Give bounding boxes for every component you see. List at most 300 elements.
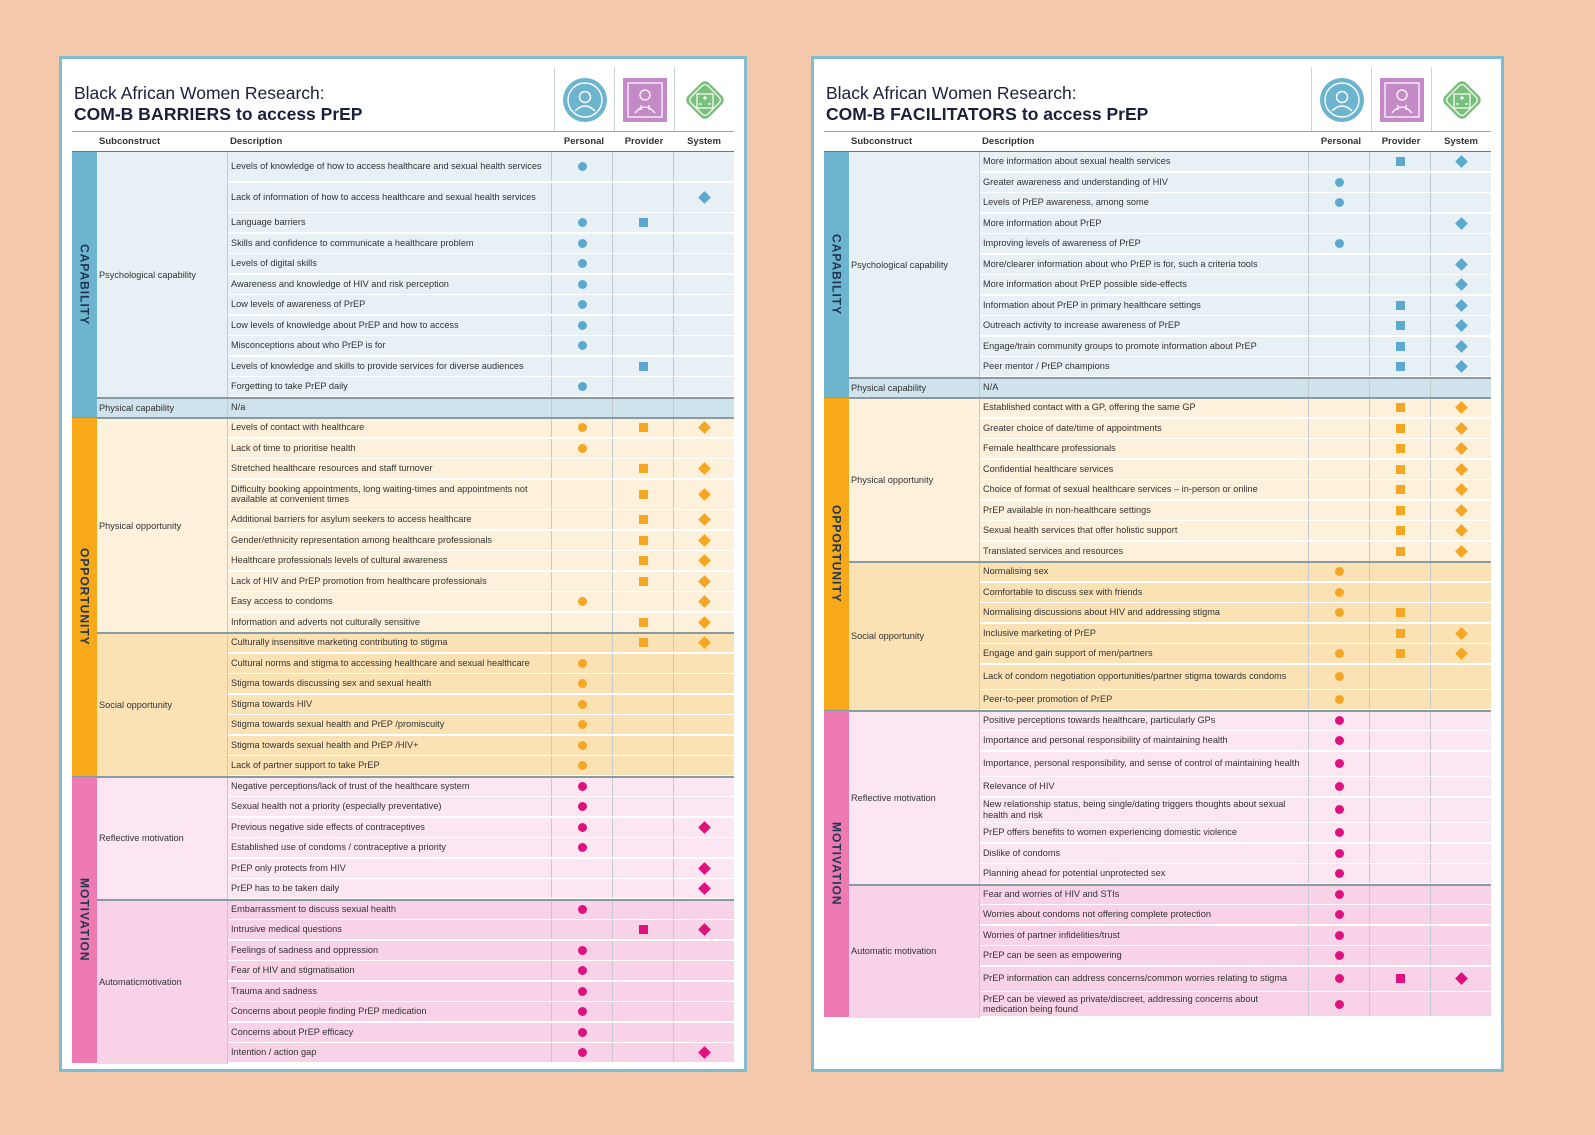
personal-circle-marker	[578, 823, 587, 832]
table-row	[980, 864, 1491, 884]
cell-personal	[1309, 521, 1370, 540]
row-description: Lack of time to prioritise health	[228, 439, 552, 458]
cell-system	[674, 152, 734, 181]
cell-provider	[1370, 644, 1431, 663]
cell-system	[1431, 255, 1491, 274]
row-description: Normalising discussions about HIV and addressing stigma	[980, 603, 1309, 622]
cell-provider	[613, 254, 674, 273]
motivation-group-label: MOTIVATION	[829, 821, 844, 906]
cell-personal	[552, 613, 613, 632]
cell-personal	[1309, 946, 1370, 965]
cell-personal	[552, 818, 613, 837]
cell-system	[674, 254, 734, 273]
cell-provider	[613, 1002, 674, 1021]
cell-provider	[613, 838, 674, 857]
row-description: Information about PrEP in primary healthcare settings	[980, 296, 1309, 315]
hospital-building-icon	[674, 67, 735, 132]
table-row	[228, 1023, 734, 1043]
cell-provider	[1370, 275, 1431, 294]
row-description: Culturally insensitive marketing contributing to stigma	[228, 633, 552, 652]
provider-square-marker	[639, 464, 648, 473]
title-emphasis: BARRIERS	[138, 104, 232, 124]
cell-personal	[1309, 173, 1370, 192]
table-row	[980, 823, 1491, 843]
cell-personal	[552, 480, 613, 509]
cell-system	[674, 920, 734, 939]
provider-square-marker	[1396, 649, 1405, 658]
row-description: Stigma towards sexual health and PrEP /HIV+	[228, 736, 552, 755]
table-row	[228, 572, 734, 592]
subconstruct-label: Reflective motivation	[97, 777, 228, 900]
personal-circle-marker	[578, 382, 587, 391]
row-description: Dislike of condoms	[980, 844, 1309, 863]
cell-personal	[552, 183, 613, 212]
subconstruct-label: Psychological capability	[97, 152, 228, 398]
cell-personal	[1309, 603, 1370, 622]
table-row	[980, 967, 1491, 992]
cell-personal	[552, 695, 613, 714]
system-diamond-marker	[1455, 647, 1468, 660]
cell-provider	[613, 1043, 674, 1062]
row-description: Stretched healthcare resources and staff turnover	[228, 459, 552, 478]
cell-system	[674, 859, 734, 878]
cell-system	[1431, 844, 1491, 863]
table-row	[228, 275, 734, 295]
table-row	[980, 798, 1491, 823]
table-row	[980, 731, 1491, 751]
cell-provider	[1370, 562, 1431, 581]
cell-personal	[552, 900, 613, 919]
cell-provider	[1370, 501, 1431, 520]
provider-square-marker	[639, 362, 648, 371]
cell-personal	[552, 377, 613, 396]
cell-personal	[1309, 460, 1370, 479]
cell-personal	[1309, 214, 1370, 233]
opportunity-group-bar	[72, 418, 97, 776]
system-diamond-marker	[1455, 545, 1468, 558]
row-description: Peer mentor / PrEP champions	[980, 357, 1309, 376]
cell-personal	[1309, 798, 1370, 822]
personal-circle-marker	[578, 946, 587, 955]
cell-personal	[1309, 501, 1370, 520]
system-diamond-marker	[698, 575, 711, 588]
table-row	[228, 592, 734, 612]
cell-provider	[1370, 398, 1431, 417]
cell-personal	[552, 531, 613, 550]
cell-personal	[1309, 864, 1370, 883]
cell-system	[1431, 644, 1491, 663]
row-description: Sexual health services that offer holistic support	[980, 521, 1309, 540]
table-row	[228, 982, 734, 1002]
cell-system	[1431, 711, 1491, 730]
cell-personal	[552, 336, 613, 355]
col-description: Description	[982, 136, 1035, 147]
personal-circle-marker	[1335, 931, 1344, 940]
cell-provider	[613, 398, 674, 417]
row-description: Peer-to-peer promotion of PrEP	[980, 690, 1309, 709]
cell-personal	[552, 715, 613, 734]
cell-provider	[1370, 731, 1431, 750]
provider-square-marker	[1396, 362, 1405, 371]
table-row	[980, 603, 1491, 623]
cell-personal	[552, 674, 613, 693]
cell-system	[1431, 562, 1491, 581]
table-row	[980, 644, 1491, 664]
cell-personal	[1309, 644, 1370, 663]
table-row	[980, 152, 1491, 172]
row-description: Translated services and resources	[980, 542, 1309, 561]
table-row	[980, 214, 1491, 234]
cell-personal	[552, 295, 613, 314]
personal-circle-marker	[578, 341, 587, 350]
cell-personal	[1309, 337, 1370, 356]
system-diamond-marker	[1455, 483, 1468, 496]
cell-provider	[613, 879, 674, 898]
cell-system	[1431, 460, 1491, 479]
row-description: Confidential healthcare services	[980, 460, 1309, 479]
cell-personal	[552, 1043, 613, 1062]
table-row	[228, 900, 734, 920]
personal-circle-marker	[578, 423, 587, 432]
cell-system	[674, 551, 734, 570]
cell-provider	[1370, 946, 1431, 965]
cell-provider	[1370, 823, 1431, 842]
row-description: PrEP only protects from HIV	[228, 859, 552, 878]
subconstruct-label: Social opportunity	[849, 562, 980, 711]
provider-square-marker	[639, 556, 648, 565]
cell-system	[674, 459, 734, 478]
table-row	[980, 337, 1491, 357]
cell-provider	[1370, 711, 1431, 730]
cell-provider	[1370, 542, 1431, 561]
table-row	[980, 173, 1491, 193]
provider-square-marker	[1396, 321, 1405, 330]
row-description: PrEP can be viewed as private/discreet, addressing concerns about medication being found	[980, 992, 1309, 1016]
system-diamond-marker	[1455, 422, 1468, 435]
motivation-group-bar	[72, 777, 97, 1063]
cell-personal	[552, 275, 613, 294]
provider-square-marker	[1396, 485, 1405, 494]
subconstruct-label: Physical capability	[97, 398, 228, 419]
row-description: Trauma and sadness	[228, 982, 552, 1001]
cell-provider	[613, 736, 674, 755]
cell-provider	[1370, 357, 1431, 376]
subconstruct-label: Reflective motivation	[849, 711, 980, 885]
cell-system	[674, 592, 734, 611]
cell-personal	[552, 756, 613, 775]
row-description: Fear and worries of HIV and STIs	[980, 885, 1309, 904]
row-description: Female healthcare professionals	[980, 439, 1309, 458]
cell-provider	[1370, 316, 1431, 335]
personal-circle-marker	[578, 300, 587, 309]
cell-personal	[552, 398, 613, 417]
row-description: Established contact with a GP, offering the same GP	[980, 398, 1309, 417]
cell-provider	[613, 213, 674, 232]
table-row	[228, 551, 734, 571]
cell-provider	[613, 439, 674, 458]
row-description: PrEP has to be taken daily	[228, 879, 552, 898]
personal-circle-marker	[1335, 951, 1344, 960]
cell-provider	[613, 152, 674, 181]
system-diamond-marker	[1455, 319, 1468, 332]
cell-personal	[552, 859, 613, 878]
system-diamond-marker	[1455, 401, 1468, 414]
cell-system	[1431, 152, 1491, 171]
col-system: System	[1444, 136, 1478, 147]
table-row	[228, 480, 734, 510]
cell-provider	[1370, 419, 1431, 438]
personal-circle-marker	[578, 444, 587, 453]
system-diamond-marker	[698, 534, 711, 547]
cell-system	[1431, 992, 1491, 1016]
hospital-building-icon	[1431, 67, 1492, 132]
cell-personal	[1309, 255, 1370, 274]
cell-provider	[613, 613, 674, 632]
table-row	[228, 152, 734, 182]
cell-personal	[1309, 152, 1370, 171]
row-description: Forgetting to take PrEP daily	[228, 377, 552, 396]
section-divider	[72, 899, 734, 901]
table-row	[228, 838, 734, 858]
cell-provider	[613, 654, 674, 673]
cell-personal	[552, 1002, 613, 1021]
row-description: PrEP information can address concerns/common worries relating to stigma	[980, 967, 1309, 991]
subconstruct-label: Physical opportunity	[849, 398, 980, 562]
cell-personal	[552, 982, 613, 1001]
row-description: Intrusive medical questions	[228, 920, 552, 939]
personal-circle-marker	[1335, 695, 1344, 704]
cell-provider	[1370, 439, 1431, 458]
system-diamond-marker	[698, 554, 711, 567]
table-row	[228, 234, 734, 254]
cell-personal	[1309, 752, 1370, 776]
cell-system	[1431, 357, 1491, 376]
cell-system	[674, 234, 734, 253]
row-description: PrEP can be seen as empowering	[980, 946, 1309, 965]
cell-personal	[552, 357, 613, 376]
col-personal: Personal	[1320, 136, 1362, 147]
personal-circle-marker	[1335, 1000, 1344, 1009]
cell-system	[674, 879, 734, 898]
personal-circle-marker	[1335, 782, 1344, 791]
provider-square-marker	[639, 638, 648, 647]
cell-provider	[613, 459, 674, 478]
table-row	[980, 844, 1491, 864]
cell-provider	[613, 592, 674, 611]
cell-personal	[552, 510, 613, 529]
barriers-panel	[59, 56, 747, 1072]
row-description: Concerns about people finding PrEP medication	[228, 1002, 552, 1021]
table-row	[980, 992, 1491, 1017]
cell-provider	[613, 797, 674, 816]
cell-system	[1431, 542, 1491, 561]
cell-provider	[1370, 337, 1431, 356]
cell-personal	[552, 797, 613, 816]
cell-system	[1431, 926, 1491, 945]
cell-personal	[1309, 234, 1370, 253]
cell-personal	[552, 551, 613, 570]
cell-provider	[613, 756, 674, 775]
table-row	[228, 357, 734, 377]
row-description: Established use of condoms / contraceptive a priority	[228, 838, 552, 857]
cell-provider	[613, 715, 674, 734]
row-description: Gender/ethnicity representation among healthcare professionals	[228, 531, 552, 550]
row-description: Low levels of knowledge about PrEP and how to access	[228, 316, 552, 335]
subconstruct-label: Automatic motivation	[849, 885, 980, 1018]
row-description: Levels of knowledge and skills to provide services for diverse audiences	[228, 357, 552, 376]
cell-system	[1431, 823, 1491, 842]
provider-square-marker	[1396, 974, 1405, 983]
cell-system	[674, 336, 734, 355]
row-description: Worries about condoms not offering complete protection	[980, 905, 1309, 924]
row-description: Engage/train community groups to promote information about PrEP	[980, 337, 1309, 356]
cell-system	[674, 295, 734, 314]
row-description: Negative perceptions/lack of trust of the healthcare system	[228, 777, 552, 796]
provider-square-marker	[639, 536, 648, 545]
personal-circle-marker	[578, 720, 587, 729]
table-row	[980, 193, 1491, 213]
provider-square-marker	[639, 515, 648, 524]
table-row	[228, 715, 734, 735]
opportunity-group-bar	[824, 398, 849, 710]
system-diamond-marker	[1455, 278, 1468, 291]
provider-square-marker	[1396, 424, 1405, 433]
table-row	[980, 690, 1491, 710]
cell-personal	[1309, 193, 1370, 212]
cell-system	[674, 398, 734, 417]
row-description: Planning ahead for potential unprotected sex	[980, 864, 1309, 883]
cell-system	[1431, 752, 1491, 776]
row-description: Lack of information of how to access healthcare and sexual health services	[228, 183, 552, 212]
cell-provider	[1370, 752, 1431, 776]
personal-circle-marker	[578, 802, 587, 811]
row-description: Greater awareness and understanding of HIV	[980, 173, 1309, 192]
row-description: Choice of format of sexual healthcare services – in-person or online	[980, 480, 1309, 499]
cell-system	[1431, 193, 1491, 212]
cell-system	[674, 1023, 734, 1042]
row-description: N/A	[980, 378, 1309, 397]
table-row	[980, 926, 1491, 946]
subconstruct-label: Automaticmotivation	[97, 900, 228, 1064]
cell-system	[674, 654, 734, 673]
row-description: Embarrassment to discuss sexual health	[228, 900, 552, 919]
table-row	[228, 1043, 734, 1063]
table-row	[228, 336, 734, 356]
row-description: Easy access to condoms	[228, 592, 552, 611]
row-description: Concerns about PrEP efficacy	[228, 1023, 552, 1042]
row-description: Levels of digital skills	[228, 254, 552, 273]
table-row	[980, 624, 1491, 644]
personal-circle-marker	[578, 597, 587, 606]
table-row	[980, 501, 1491, 521]
table-row	[228, 633, 734, 653]
cell-system	[674, 480, 734, 509]
system-diamond-marker	[698, 636, 711, 649]
cell-provider	[1370, 152, 1431, 171]
table-row	[980, 296, 1491, 316]
cell-provider	[1370, 798, 1431, 822]
row-description: Levels of knowledge of how to access healthcare and sexual health services	[228, 152, 552, 181]
cell-personal	[552, 654, 613, 673]
title-suffix: to access PrEP	[231, 104, 363, 124]
table-row	[228, 1002, 734, 1022]
provider-square-marker	[639, 490, 648, 499]
table-row	[980, 255, 1491, 275]
cell-personal	[552, 439, 613, 458]
table-row	[980, 946, 1491, 966]
cell-system	[674, 572, 734, 591]
cell-provider	[613, 941, 674, 960]
cell-provider	[1370, 460, 1431, 479]
cell-provider	[1370, 234, 1431, 253]
row-description: Additional barriers for asylum seekers to access healthcare	[228, 510, 552, 529]
doctor-icon	[1371, 67, 1432, 132]
cell-system	[674, 418, 734, 437]
cell-provider	[613, 674, 674, 693]
cell-system	[1431, 798, 1491, 822]
title-prefix: COM-B	[826, 104, 891, 124]
row-description: New relationship status, being single/dating triggers thoughts about sexual health and risk	[980, 798, 1309, 822]
section-divider	[824, 710, 1491, 712]
cell-system	[674, 613, 734, 632]
table-row	[980, 665, 1491, 690]
provider-square-marker	[1396, 608, 1405, 617]
cell-personal	[1309, 583, 1370, 602]
table-row	[228, 316, 734, 336]
cell-provider	[613, 531, 674, 550]
cell-personal	[552, 920, 613, 939]
cell-provider	[1370, 624, 1431, 643]
section-divider	[824, 884, 1491, 886]
system-diamond-marker	[698, 191, 711, 204]
personal-circle-marker	[1335, 805, 1344, 814]
personal-circle-marker	[578, 218, 587, 227]
person-icon	[554, 67, 615, 132]
cell-provider	[613, 357, 674, 376]
cell-system	[674, 183, 734, 212]
cell-provider	[1370, 173, 1431, 192]
cell-system	[1431, 777, 1491, 796]
cell-personal	[1309, 357, 1370, 376]
cell-personal	[1309, 562, 1370, 581]
cell-system	[674, 982, 734, 1001]
table-row	[980, 521, 1491, 541]
title-line-1: Black African Women Research:	[826, 83, 1077, 103]
table-row	[228, 295, 734, 315]
table-row	[228, 695, 734, 715]
cell-system	[674, 674, 734, 693]
row-description: Improving levels of awareness of PrEP	[980, 234, 1309, 253]
table-row	[228, 674, 734, 694]
cell-provider	[613, 183, 674, 212]
section-divider	[824, 377, 1491, 379]
row-description: Sexual health not a priority (especially preventative)	[228, 797, 552, 816]
section-divider	[824, 397, 1491, 399]
row-description: Greater choice of date/time of appointments	[980, 419, 1309, 438]
row-description: Difficulty booking appointments, long waiting-times and appointments not available at convenient times	[228, 480, 552, 509]
personal-circle-marker	[578, 905, 587, 914]
cell-system	[674, 439, 734, 458]
cell-personal	[1309, 844, 1370, 863]
system-diamond-marker	[1455, 299, 1468, 312]
row-description: Stigma towards discussing sex and sexual health	[228, 674, 552, 693]
table-row	[228, 777, 734, 797]
cell-provider	[1370, 603, 1431, 622]
table-row	[980, 562, 1491, 582]
system-diamond-marker	[698, 488, 711, 501]
cell-system	[1431, 337, 1491, 356]
opportunity-group-label: OPPORTUNITY	[77, 547, 92, 646]
